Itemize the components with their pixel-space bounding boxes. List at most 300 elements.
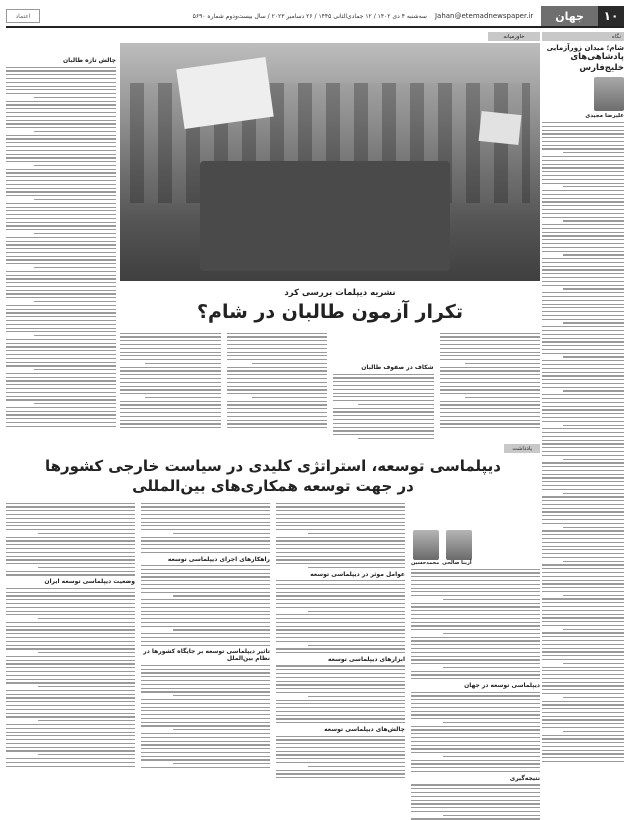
text-line: [6, 563, 135, 564]
text-line: [563, 288, 625, 289]
text-line: [6, 571, 135, 572]
text-line: [6, 603, 135, 604]
text-line: [227, 401, 328, 402]
text-line: [6, 324, 116, 325]
text-line: [542, 489, 624, 490]
text-line: [542, 421, 624, 422]
text-line: [276, 751, 405, 752]
text-line: [141, 725, 270, 726]
text-line: [6, 74, 116, 75]
text-line: [411, 803, 540, 804]
text-line: [34, 97, 117, 98]
text-line: [542, 368, 624, 369]
text-line: [141, 665, 270, 666]
text-line: [542, 727, 624, 728]
text-line: [411, 674, 540, 675]
text-line: [34, 335, 117, 336]
text-line: [6, 176, 116, 177]
text-line: [542, 481, 624, 482]
text-line: [6, 411, 116, 412]
author-photo-1: [446, 530, 472, 560]
text-line: [411, 678, 540, 679]
text-line: [276, 677, 405, 678]
text-line: [6, 396, 116, 397]
text-line: [411, 800, 540, 801]
text-line: [411, 692, 540, 693]
text-line: [563, 595, 625, 596]
text-line: [276, 637, 405, 638]
text-line: [6, 108, 116, 109]
text-line: [276, 648, 405, 649]
text-line: [542, 466, 624, 467]
text-line: [542, 398, 624, 399]
text-line: [276, 592, 405, 593]
taliban-photo: [120, 43, 540, 281]
text-line: [6, 716, 135, 717]
text-line: [6, 522, 135, 523]
text-line: [6, 626, 135, 627]
text-line: [120, 408, 221, 409]
text-line: [6, 426, 116, 427]
text-line: [542, 292, 624, 293]
text-line: [542, 239, 624, 240]
text-line: [6, 222, 116, 223]
text-line: [141, 569, 270, 570]
text-line: [6, 309, 116, 310]
lower-subhead: دیپلماسی توسعه در جهان: [464, 682, 540, 690]
text-line: [6, 365, 116, 366]
text-line: [6, 104, 116, 105]
text-line: [411, 714, 540, 715]
text-line: [542, 285, 624, 286]
text-line: [173, 595, 270, 596]
text-line: [34, 131, 117, 132]
text-line: [542, 145, 624, 146]
section-title: جهان: [541, 6, 598, 26]
text-line: [141, 529, 270, 530]
text-line: [276, 629, 405, 630]
text-line: [276, 718, 405, 719]
text-line: [542, 580, 624, 581]
text-line: [6, 161, 116, 162]
text-line: [411, 591, 540, 592]
text-line: [6, 599, 135, 600]
text-line: [141, 684, 270, 685]
story-kicker: نشریه دیپلمات بررسی کرد: [284, 288, 396, 298]
text-line: [6, 214, 116, 215]
text-line: [6, 709, 135, 710]
text-line: [6, 172, 116, 173]
text-line: [6, 548, 135, 549]
text-line: [542, 326, 624, 327]
text-line: [542, 409, 624, 410]
text-line: [542, 281, 624, 282]
lower-subhead: راهکارهای اجرای دیپلماسی توسعه: [167, 555, 270, 563]
text-line: [276, 603, 405, 604]
text-line: [6, 127, 116, 128]
text-line: [276, 525, 405, 526]
side-subhead: چالش تازه طالبان: [63, 57, 116, 64]
text-line: [542, 576, 624, 577]
text-line: [411, 618, 540, 619]
text-line: [6, 525, 135, 526]
text-line: [120, 393, 221, 394]
text-line: [542, 738, 624, 739]
text-line: [542, 701, 624, 702]
text-line: [276, 599, 405, 600]
text-line: [333, 408, 434, 409]
text-line: [38, 618, 135, 619]
text-line: [120, 367, 221, 368]
text-line: [411, 595, 540, 596]
text-line: [227, 348, 328, 349]
text-line: [6, 384, 116, 385]
text-line: [6, 392, 116, 393]
text-line: [443, 667, 540, 668]
text-line: [6, 275, 116, 276]
text-line: [542, 651, 624, 652]
text-line: [141, 540, 270, 541]
upper-side-column: [6, 43, 116, 443]
text-line: [411, 752, 540, 753]
text-line: [120, 359, 221, 360]
text-line: [542, 345, 624, 346]
text-line: [542, 746, 624, 747]
text-line: [542, 636, 624, 637]
body-col-3: [227, 330, 328, 440]
text-line: [440, 423, 541, 424]
text-line: [276, 692, 405, 693]
text-line: [6, 101, 116, 102]
text-line: [333, 377, 434, 378]
text-line: [542, 621, 624, 622]
text-line: [542, 243, 624, 244]
text-line: [6, 595, 135, 596]
text-line: [276, 773, 405, 774]
text-line: [141, 573, 270, 574]
text-line: [34, 369, 117, 370]
text-line: [141, 703, 270, 704]
text-line: [440, 355, 541, 356]
text-line: [411, 788, 540, 789]
text-line: [6, 259, 116, 260]
text-line: [542, 712, 624, 713]
text-line: [411, 818, 540, 819]
text-line: [563, 220, 625, 221]
text-line: [141, 618, 270, 619]
text-line: [6, 701, 135, 702]
text-line: [6, 146, 116, 147]
text-line: [276, 584, 405, 585]
text-line: [542, 417, 624, 418]
text-line: [6, 116, 116, 117]
text-line: [276, 777, 405, 778]
text-line: [120, 378, 221, 379]
text-line: [6, 506, 135, 507]
lower-label-bar: [6, 444, 540, 453]
text-line: [411, 796, 540, 797]
lower-headline-line2: در جهت توسعه همکاری‌های بین‌المللی: [132, 477, 414, 495]
text-line: [120, 401, 221, 402]
text-line: [6, 422, 116, 423]
text-line: [276, 563, 405, 564]
text-line: [411, 584, 540, 585]
text-line: [120, 423, 221, 424]
text-line: [276, 700, 405, 701]
text-line: [227, 382, 328, 383]
text-line: [141, 510, 270, 511]
text-line: [141, 576, 270, 577]
text-line: [542, 194, 624, 195]
text-line: [542, 183, 624, 184]
text-line: [276, 681, 405, 682]
text-line: [542, 723, 624, 724]
text-line: [38, 652, 135, 653]
text-line: [6, 762, 135, 763]
text-line: [465, 397, 540, 398]
text-line: [120, 420, 221, 421]
text-line: [6, 339, 116, 340]
text-line: [141, 544, 270, 545]
text-line: [276, 522, 405, 523]
text-line: [542, 443, 624, 444]
text-line: [6, 735, 135, 736]
text-line: [276, 633, 405, 634]
text-line: [120, 374, 221, 375]
text-line: [141, 641, 270, 642]
text-line: [141, 645, 270, 646]
text-line: [6, 633, 135, 634]
text-line: [276, 614, 405, 615]
text-line: [6, 671, 135, 672]
text-line: [333, 389, 434, 390]
text-line: [120, 382, 221, 383]
text-line: [542, 406, 624, 407]
text-line: [6, 225, 116, 226]
text-line: [411, 811, 540, 812]
text-line: [465, 363, 540, 364]
text-line: [542, 364, 624, 365]
text-line: [276, 626, 405, 627]
text-line: [411, 588, 540, 589]
text-line: [6, 293, 116, 294]
text-line: [141, 633, 270, 634]
text-line: [440, 404, 541, 405]
text-line: [542, 761, 624, 762]
text-line: [141, 580, 270, 581]
text-line: [141, 518, 270, 519]
text-line: [542, 232, 624, 233]
text-line: [542, 394, 624, 395]
text-line: [38, 754, 135, 755]
text-line: [333, 411, 434, 412]
text-line: [411, 711, 540, 712]
text-line: [6, 713, 135, 714]
text-line: [333, 415, 434, 416]
author-box: [542, 77, 624, 111]
lower-col-3: [141, 500, 270, 812]
text-line: [563, 731, 625, 732]
text-line: [542, 496, 624, 497]
text-line: [34, 233, 117, 234]
text-line: [411, 737, 540, 738]
text-line: [141, 737, 270, 738]
text-line: [6, 750, 135, 751]
text-line: [440, 333, 541, 334]
text-line: [276, 544, 405, 545]
text-line: [141, 614, 270, 615]
text-line: [333, 419, 434, 420]
text-line: [6, 343, 116, 344]
text-line: [411, 569, 540, 570]
text-line: [333, 396, 434, 397]
text-line: [141, 522, 270, 523]
text-line: [276, 514, 405, 515]
body-col-1: [440, 330, 541, 440]
text-line: [411, 767, 540, 768]
text-line: [141, 611, 270, 612]
text-line: [563, 186, 625, 187]
text-line: [440, 367, 541, 368]
lower-subhead: نتیجه‌گیری: [509, 774, 540, 782]
text-line: [141, 506, 270, 507]
text-line: [6, 544, 135, 545]
text-line: [542, 538, 624, 539]
text-line: [141, 548, 270, 549]
text-line: [276, 736, 405, 737]
text-line: [6, 694, 135, 695]
lower-col-2: [276, 500, 405, 812]
text-line: [542, 530, 624, 531]
text-line: [563, 459, 625, 460]
text-line: [276, 715, 405, 716]
text-line: [6, 407, 116, 408]
author-photo-2: [413, 530, 439, 560]
text-line: [563, 322, 625, 323]
text-line: [141, 672, 270, 673]
text-line: [563, 527, 625, 528]
text-line: [542, 228, 624, 229]
text-line: [542, 511, 624, 512]
text-line: [141, 565, 270, 566]
story-headline: تکرار آزمون طالبان در شام؟: [197, 301, 463, 323]
text-line: [542, 614, 624, 615]
text-line: [411, 726, 540, 727]
text-line: [542, 549, 624, 550]
text-line: [6, 380, 116, 381]
text-line: [227, 370, 328, 371]
lower-body: [6, 500, 540, 812]
text-line: [6, 112, 116, 113]
text-line: [276, 722, 405, 723]
text-line: [440, 386, 541, 387]
text-line: [141, 752, 270, 753]
text-line: [6, 195, 116, 196]
text-line: [411, 792, 540, 793]
page-number: ۱۰: [598, 6, 624, 26]
text-line: [120, 386, 221, 387]
text-line: [411, 622, 540, 623]
text-line: [542, 167, 624, 168]
text-line: [6, 667, 135, 668]
text-line: [411, 695, 540, 696]
text-line: [141, 688, 270, 689]
text-line: [542, 485, 624, 486]
text-line: [440, 401, 541, 402]
text-line: [141, 637, 270, 638]
text-line: [542, 360, 624, 361]
text-line: [276, 559, 405, 560]
text-line: [6, 241, 116, 242]
text-line: [542, 515, 624, 516]
text-line: [542, 179, 624, 180]
text-line: [563, 152, 625, 153]
text-line: [227, 336, 328, 337]
text-line: [440, 393, 541, 394]
text-line: [6, 747, 135, 748]
text-line: [6, 724, 135, 725]
side-body: [6, 67, 116, 427]
text-line: [411, 580, 540, 581]
text-line: [6, 305, 116, 306]
text-line: [308, 696, 405, 697]
text-line: [141, 714, 270, 715]
text-line: [6, 529, 135, 530]
text-line: [6, 690, 135, 691]
text-line: [38, 720, 135, 721]
text-line: [141, 603, 270, 604]
text-line: [308, 533, 405, 534]
text-line: [6, 675, 135, 676]
text-line: [411, 572, 540, 573]
text-line: [141, 514, 270, 515]
text-line: [6, 207, 116, 208]
text-line: [542, 693, 624, 694]
text-line: [6, 418, 116, 419]
text-line: [542, 379, 624, 380]
text-line: [542, 667, 624, 668]
right-column: [542, 32, 624, 814]
text-line: [227, 386, 328, 387]
text-line: [542, 591, 624, 592]
text-line: [6, 67, 116, 68]
text-line: [542, 674, 624, 675]
text-line: [227, 389, 328, 390]
text-line: [542, 273, 624, 274]
text-line: [276, 510, 405, 511]
text-line: [276, 588, 405, 589]
text-line: [145, 363, 220, 364]
text-line: [443, 633, 540, 634]
text-line: [141, 691, 270, 692]
text-line: [141, 676, 270, 677]
text-line: [542, 716, 624, 717]
text-line: [276, 707, 405, 708]
website-email[interactable]: Jahan@etemadnewspaper.ir: [434, 12, 534, 20]
text-line: [141, 552, 270, 553]
text-line: [542, 148, 624, 149]
text-line: [6, 70, 116, 71]
text-line: [411, 652, 540, 653]
text-line: [411, 644, 540, 645]
text-line: [6, 169, 116, 170]
text-line: [542, 224, 624, 225]
text-line: [6, 743, 135, 744]
text-line: [6, 135, 116, 136]
text-line: [542, 190, 624, 191]
text-line: [34, 403, 117, 404]
text-line: [542, 644, 624, 645]
